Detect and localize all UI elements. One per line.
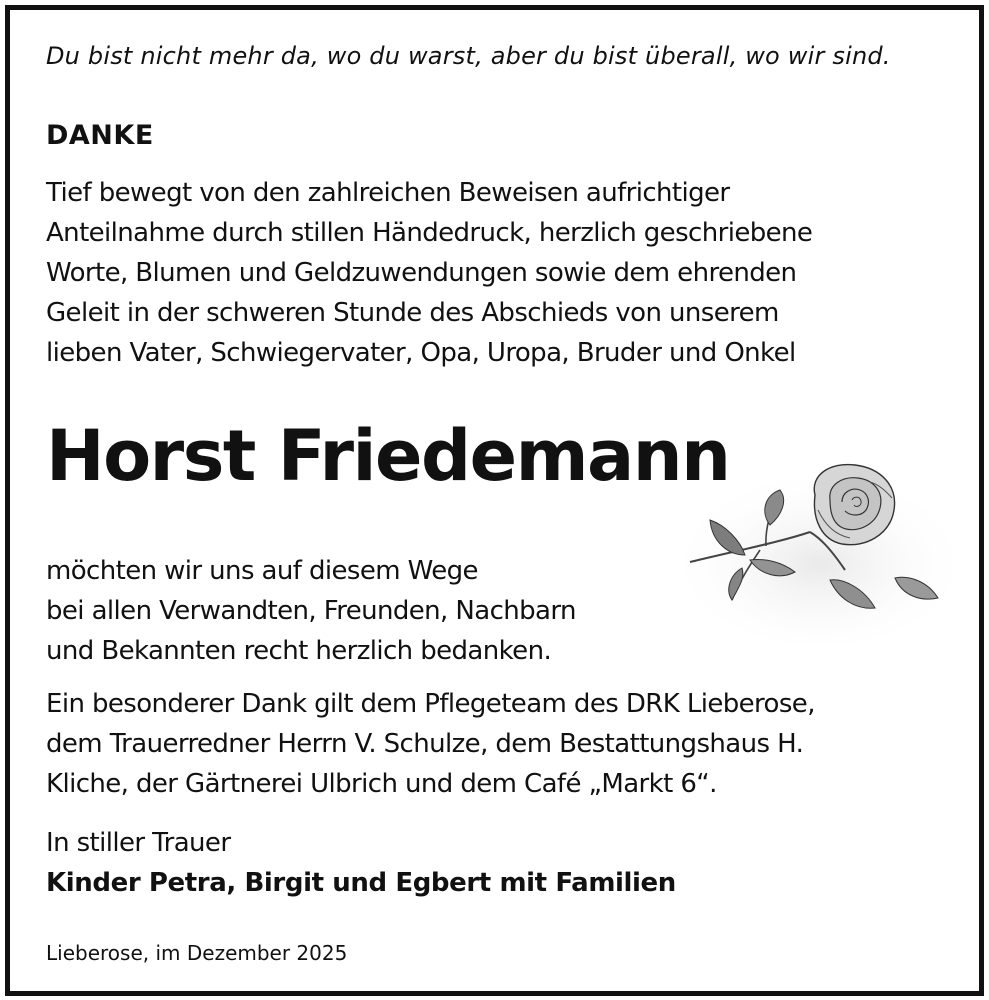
thanks-line: und Bekannten recht herzlich bedanken. [46,636,552,666]
thanks-line: bei allen Verwandten, Freunden, Nachbarn [46,596,576,626]
special-thanks-paragraph [46,684,815,804]
signoff-intro: In stiller Trauer [46,828,231,858]
thanks-paragraph [46,551,576,671]
signoff [46,823,676,903]
intro-line: Geleit in der schweren Stunde des Abschieds von unserem [46,298,779,328]
intro-line: Worte, Blumen und Geldzuwendungen sowie dem ehrenden [46,258,797,288]
special-thanks-line: dem Trauerredner Herrn V. Schulze, dem Bestattungshaus H. [46,729,804,759]
heading-danke: DANKE [46,120,154,151]
special-thanks-line: Kliche, der Gärtnerei Ulbrich und dem Café „Markt 6“. [46,769,717,799]
place-date: Lieberose, im Dezember 2025 [46,941,348,965]
deceased-name: Horst Friedemann [46,415,730,497]
intro-line: lieben Vater, Schwiegervater, Opa, Uropa, Bruder und Onkel [46,338,796,368]
motto-quote: Du bist nicht mehr da, wo du warst, aber du bist überall, wo wir sind. [46,42,891,70]
signoff-family: Kinder Petra, Birgit und Egbert mit Familien [46,868,676,898]
intro-line: Tief bewegt von den zahlreichen Beweisen aufrichtiger [46,178,730,208]
intro-line: Anteilnahme durch stillen Händedruck, herzlich geschriebene [46,218,813,248]
special-thanks-line: Ein besonderer Dank gilt dem Pflegeteam des DRK Lieberose, [46,689,815,719]
rose-icon [670,450,960,650]
intro-paragraph [46,173,946,373]
obituary-card [5,5,984,996]
thanks-line: möchten wir uns auf diesem Wege [46,556,478,586]
